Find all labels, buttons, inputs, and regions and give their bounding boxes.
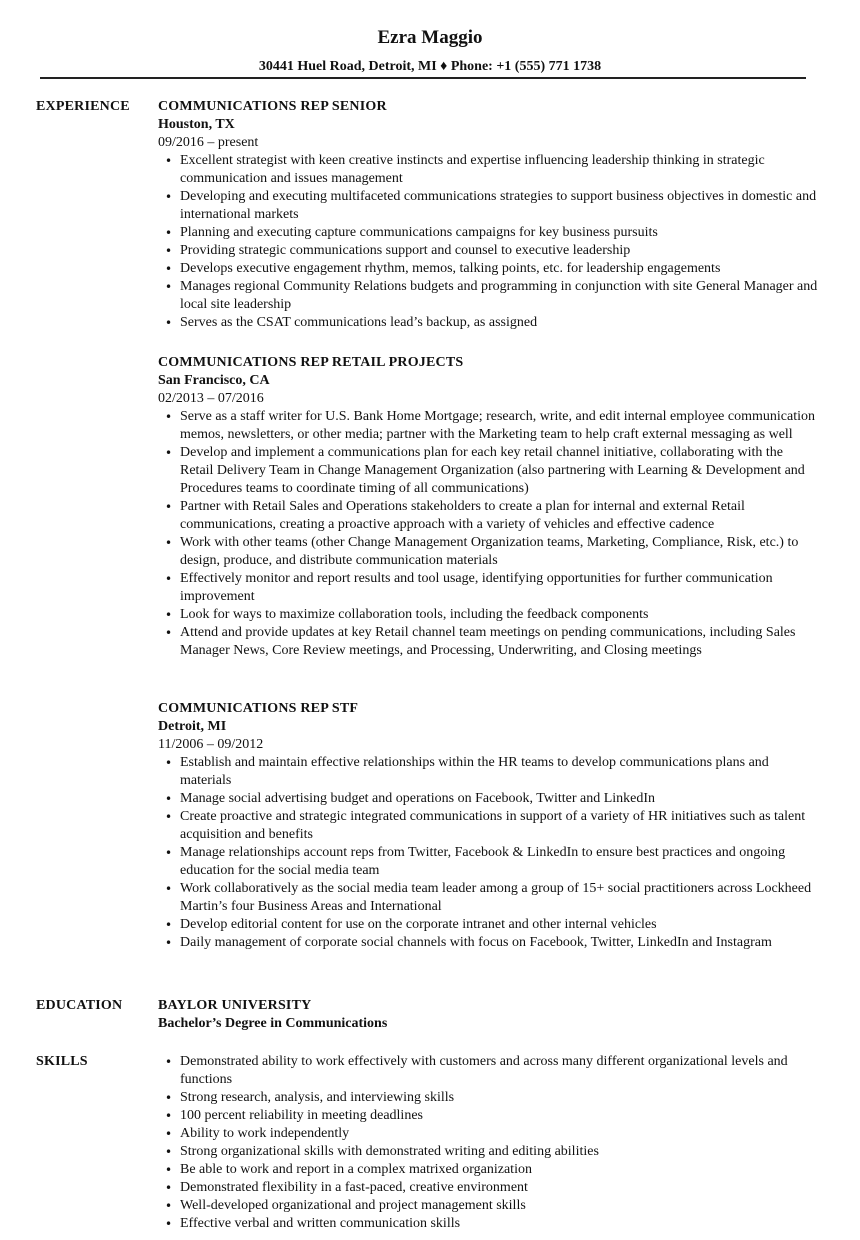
job-dates: 11/2006 – 09/2012 [158,737,264,752]
section-label-skills: SKILLS [36,1054,88,1069]
education-body [158,997,818,1033]
job-bullets [158,754,818,952]
bullet-item: • Manage relationships account reps from Twitter, Facebook & LinkedIn to ensure best practices and ongoing education for the social media team [158,844,818,880]
bullet-item: • Establish and maintain effective relationships within the HR teams to develop communications plans and materials [158,754,818,790]
candidate-name: Ezra Maggio [377,27,483,48]
bullet-item: • Look for ways to maximize collaboration tools, including the feedback components [158,606,818,624]
job-bullets [158,152,818,332]
job-location: Detroit, MI [158,719,227,734]
bullet-item: • Develop and implement a communications plan for each key retail channel initiative, collaborating with the Retail Delivery Team in Change Management Organization (also partnering with Learning & Development and Procedures teams to coordinate timing of all communications) [158,444,818,498]
bullet-item: • Planning and executing capture communications campaigns for key business pursuits [158,224,818,242]
bullet-item: • Manage social advertising budget and operations on Facebook, Twitter and LinkedIn [158,790,818,808]
bullet-item: • Excellent strategist with keen creative instincts and expertise influencing leadership thinking in strategic communication and issues management [158,152,818,188]
bullet-item: • Ability to work independently [158,1125,818,1143]
bullet-item: • Strong organizational skills with demonstrated writing and editing abilities [158,1143,818,1161]
school-name: BAYLOR UNIVERSITY [158,998,312,1013]
bullet-item: • Effectively monitor and report results and tool usage, identifying opportunities for further communication improvement [158,570,818,606]
bullet-item: • Daily management of corporate social channels with focus on Facebook, Twitter, LinkedIn and Instagram [158,934,818,952]
job-dates: 02/2013 – 07/2016 [158,391,264,406]
job-entry [158,354,818,660]
job-title: COMMUNICATIONS REP STF [158,701,359,716]
job-title: COMMUNICATIONS REP SENIOR [158,99,387,114]
contact-line: 30441 Huel Road, Detroit, MI ♦ Phone: +1 (555) 771 1738 [258,59,602,74]
job-title: COMMUNICATIONS REP RETAIL PROJECTS [158,355,464,370]
bullet-item: • Developing and executing multifaceted communications strategies to support business objectives in domestic and international markets [158,188,818,224]
bullet-item: • Attend and provide updates at key Retail channel team meetings on pending communications, including Sales Manager News, Core Review meetings, and Processing, Underwriting, and Closing meetings [158,624,818,660]
bullet-item: • Create proactive and strategic integrated communications in support of a variety of HR initiatives such as talent acquisition and benefits [158,808,818,844]
job-dates: 09/2016 – present [158,135,259,150]
bullet-item: • Well-developed organizational and project management skills [158,1197,818,1215]
section-label-experience: EXPERIENCE [36,99,130,114]
bullet-item: • Partner with Retail Sales and Operations stakeholders to create a plan for internal and external Retail communications, creating a proactive approach with a variety of vehicles and effective cadence [158,498,818,534]
header-divider [40,77,806,79]
bullet-item: • Develop editorial content for use on the corporate intranet and other internal vehicles [158,916,818,934]
job-entry [158,700,818,952]
bullet-item: • Work collaboratively as the social media team leader among a group of 15+ social practitioners across Lockheed Martin’s four Business Areas and International [158,880,818,916]
job-location: San Francisco, CA [158,373,270,388]
bullet-item: • Effective verbal and written communication skills [158,1215,818,1233]
bullet-item: • Strong research, analysis, and interviewing skills [158,1089,818,1107]
bullet-item: • Providing strategic communications support and counsel to executive leadership [158,242,818,260]
bullet-item: • Manages regional Community Relations budgets and programming in conjunction with site General Manager and local site leadership [158,278,818,314]
bullet-item: • Demonstrated ability to work effectively with customers and across many different organizational levels and functions [158,1053,818,1089]
skills-body [158,1053,818,1233]
job-entry [158,98,818,332]
bullet-item: • Serve as a staff writer for U.S. Bank Home Mortgage; research, write, and edit internal employee communication memos, newsletters, or other media; partner with the Marketing team to help craft external messaging as well [158,408,818,444]
job-location: Houston, TX [158,117,235,132]
job-bullets [158,408,818,660]
section-label-education: EDUCATION [36,998,123,1013]
degree: Bachelor’s Degree in Communications [158,1016,388,1031]
bullet-item: • Demonstrated flexibility in a fast-paced, creative environment [158,1179,818,1197]
bullet-item: • Work with other teams (other Change Management Organization teams, Marketing, Compliance, Risk, etc.) to design, produce, and distribute communication materials [158,534,818,570]
bullet-item: • Serves as the CSAT communications lead’s backup, as assigned [158,314,818,332]
bullet-item: • Develops executive engagement rhythm, memos, talking points, etc. for leadership engagements [158,260,818,278]
bullet-item: • Be able to work and report in a complex matrixed organization [158,1161,818,1179]
skills-bullets [158,1053,818,1233]
bullet-item: • 100 percent reliability in meeting deadlines [158,1107,818,1125]
